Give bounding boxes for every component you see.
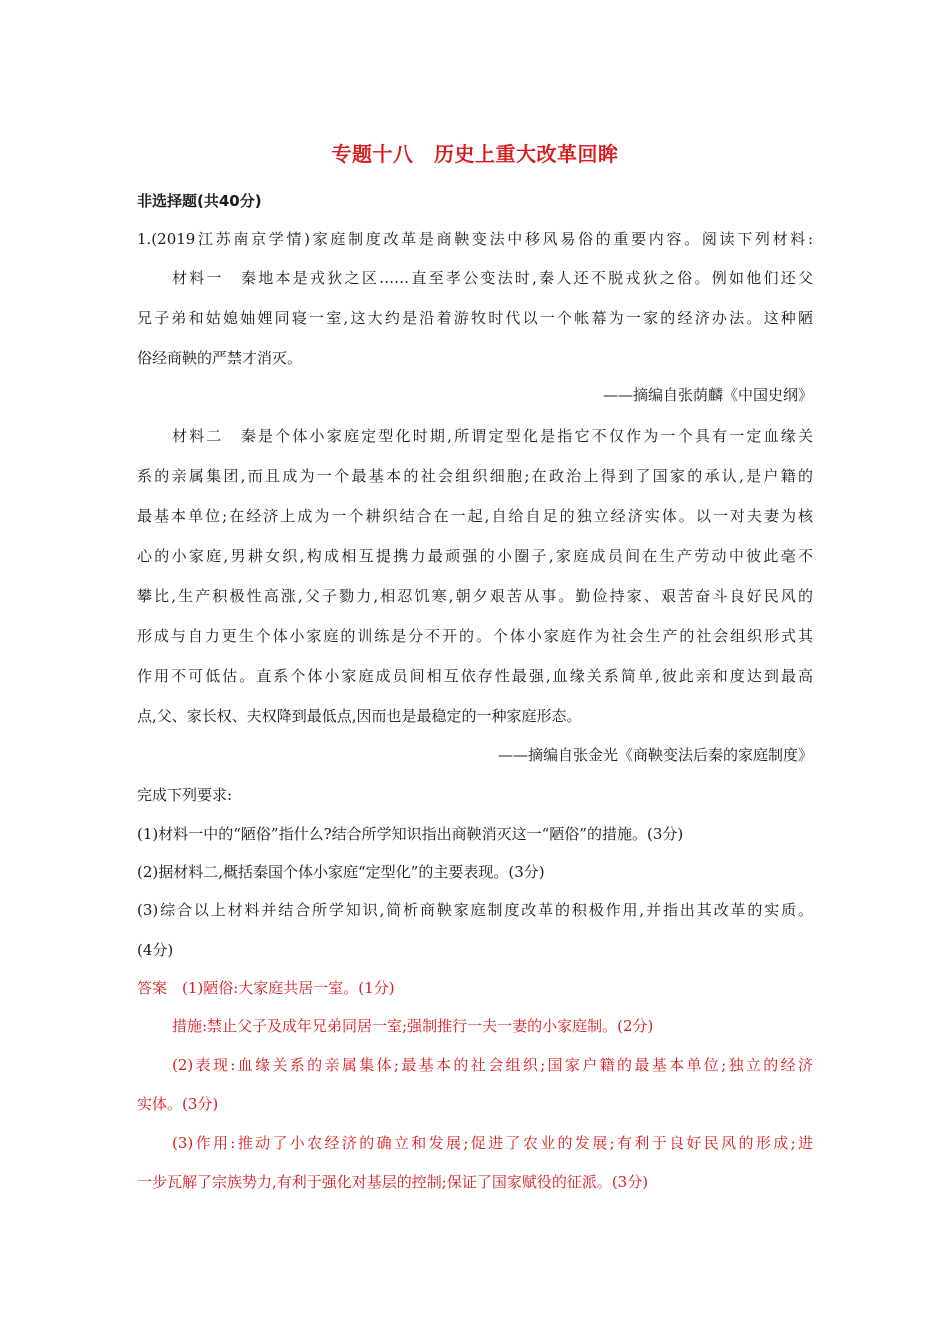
sub-question-3: (3)综合以上材料并结合所学知识,简析商鞅家庭制度改革的积极作用,并指出其改革的实质。 [137,901,813,919]
material2-line: 材料二 秦是个体小家庭定型化时期,所谓定型化是指它不仅作为一个具有一定血缘关 [172,427,813,445]
answer-2: (2)表现:血缘关系的亲属集体;最基本的社会组织;国家户籍的最基本单位;独立的经济 [172,1056,813,1074]
material1-line: 兄子弟和姑媳妯娌同寝一室,这大约是沿着游牧时代以一个帐幕为一家的经济办法。这种陋 [137,309,813,327]
material2-line: 形成与自力更生个体小家庭的训练是分不开的。个体小家庭作为社会生产的社会组织形式其 [137,627,813,645]
material2-source: ——摘编自张金光《商鞅变法后秦的家庭制度》 [497,746,813,764]
answer-3-continued: 一步瓦解了宗族势力,有利于强化对基层的控制;保证了国家赋役的征派。(3分) [137,1173,649,1191]
sub-question-2: (2)据材料二,概括秦国个体小家庭“定型化”的主要表现。(3分) [137,863,545,881]
answer-1: 答案 (1)陋俗:大家庭共居一室。(1分) [137,979,395,997]
material2-line: 攀比,生产积极性高涨,父子勠力,相忍饥寒,朝夕艰苦从事。勤俭持家、艰苦奋斗良好民风的 [137,587,813,605]
material1-line: 材料一 秦地本是戎狄之区……直至孝公变法时,秦人还不脱戎狄之俗。例如他们还父 [172,269,813,287]
answer-1-measure: 措施:禁止父子及成年兄弟同居一室;强制推行一夫一妻的小家庭制。(2分) [172,1017,654,1035]
material2-line: 点,父、家长权、夫权降到最低点,因而也是最稳定的一种家庭形态。 [137,707,582,725]
material2-line: 系的亲属集团,而且成为一个最基本的社会组织细胞;在政治上得到了国家的承认,是户籍的 [137,467,813,485]
answer-3: (3)作用:推动了小农经济的确立和发展;促进了农业的发展;有利于良好民风的形成;进 [172,1134,813,1152]
requirement-heading: 完成下列要求: [137,786,233,804]
material1-line: 俗经商鞅的严禁才消灭。 [137,349,303,367]
sub-question-3-score: (4分) [137,941,174,959]
answer-2-continued: 实体。(3分) [137,1095,219,1113]
question-stem: 1.(2019江苏南京学情)家庭制度改革是商鞅变法中移风易俗的重要内容。阅读下列材料: [137,230,813,248]
material2-line: 最基本单位;在经济上成为一个耕织结合在一起,自给自足的独立经济实体。以一对夫妻为核 [137,507,813,525]
sub-question-1: (1)材料一中的“陋俗”指什么?结合所学知识指出商鞅消灭这一“陋俗”的措施。(3分) [137,825,684,843]
material1-source: ——摘编自张荫麟《中国史纲》 [602,386,813,404]
page-title: 专题十八 历史上重大改革回眸 [331,142,619,166]
material2-line: 心的小家庭,男耕女织,构成相互提携力最顽强的小圈子,家庭成员间在生产劳动中彼此毫不 [137,547,813,565]
section-header: 非选择题(共40分) [137,192,262,210]
material2-line: 作用不可低估。直系个体小家庭成员间相互依存性最强,血缘关系简单,彼此亲和度达到最高 [137,667,813,685]
